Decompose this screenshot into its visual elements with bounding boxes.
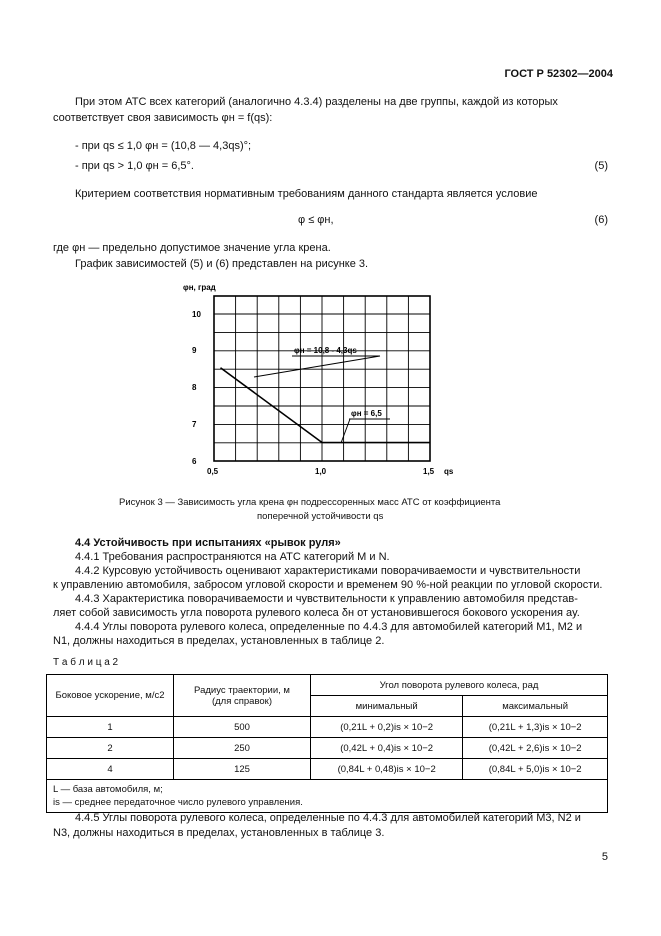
criterion-text: Критерием соответствия нормативным требованиям данного стандарта является условие: [75, 188, 538, 200]
y-tick-label: 8: [192, 383, 197, 392]
col-header-accel: Боковое ускорение, м/с2: [47, 675, 174, 717]
para-4-4-1: 4.4.1 Требования распространяются на АТС категорий М и N.: [75, 551, 390, 563]
annotation-2: φн = 6,5: [351, 409, 382, 418]
para-4-4-5b: N3, должны находиться в пределах, установленных в таблице 3.: [53, 827, 385, 839]
y-tick-label: 9: [192, 346, 197, 355]
annotation-leader-2: [341, 419, 350, 443]
col-header-angle: Угол поворота рулевого колеса, рад: [311, 675, 608, 696]
chart-ylabel: φн, град: [183, 283, 216, 292]
para-4-4-4a: 4.4.4 Углы поворота рулевого колеса, определенные по 4.4.3 для автомобилей категорий M1, M2 и: [75, 621, 583, 633]
annotation-leader-1: [254, 356, 380, 377]
section-heading: 4.4 Устойчивость при испытаниях «рывок руля»: [75, 537, 341, 549]
eq-number-5: (5): [594, 160, 608, 172]
table-2: [46, 674, 608, 813]
page-number: 5: [601, 851, 608, 863]
col-header-radius: Радиус траектории, м (для справок): [174, 675, 311, 717]
x-tick-label: 1,0: [315, 467, 327, 476]
where-text: где φн — предельно допустимое значение угла крена.: [53, 242, 331, 254]
graph-ref-text: График зависимостей (5) и (6) представлен на рисунке 3.: [75, 258, 369, 270]
eq-number-6: (6): [594, 214, 608, 226]
figure-caption-1: Рисунок 3 — Зависимость угла крена φн подрессоренных масс АТС от коэффициента: [119, 497, 501, 508]
figure-caption-2: поперечной устойчивости qs: [257, 511, 384, 522]
y-tick-label: 6: [192, 457, 197, 466]
col-header-min: минимальный: [311, 696, 463, 717]
x-tick-label: 1,5: [423, 467, 435, 476]
col-header-max: максимальный: [463, 696, 608, 717]
doc-id: ГОСТ Р 52302—2004: [504, 68, 613, 80]
table-note: L — база автомобиля, м; is — среднее передаточное число рулевого управления.: [47, 780, 608, 813]
table-row: 4 125 (0,84L + 0,48)is × 10−2 (0,84L + 5,0)is × 10−2: [47, 759, 608, 780]
table-row: 1 500 (0,21L + 0,2)is × 10−2 (0,21L + 1,3)is × 10−2: [47, 717, 608, 738]
para-4-4-2b: к управлению автомобиля, забросом угловой скорости и временем 90 %-ной реакции по угловой скорости.: [53, 579, 603, 591]
para-4-4-2a: 4.4.2 Курсовую устойчивость оценивают характеристиками поворачиваемости и чувствительности: [75, 565, 581, 577]
para-4-4-3a: 4.4.3 Характеристика поворачиваемости и чувствительности к управлению автомобиля представ-: [75, 593, 578, 605]
table-2-title: Т а б л и ц а 2: [53, 657, 119, 668]
figure-3-chart: [0, 276, 661, 476]
table-row: 2 250 (0,42L + 0,4)is × 10−2 (0,42L + 2,6)is × 10−2: [47, 738, 608, 759]
y-tick-label: 10: [192, 310, 201, 319]
formula-3: φ ≤ φн,: [298, 214, 334, 226]
intro-line-2: соответствует своя зависимость φн = f(qs):: [53, 112, 273, 124]
y-tick-label: 7: [192, 420, 197, 429]
chart-grid: [214, 296, 430, 461]
x-tick-label: 0,5: [207, 467, 219, 476]
para-4-4-4b: N1, должны находиться в пределах, установленных в таблице 2.: [53, 635, 385, 647]
para-4-4-5a: 4.4.5 Углы поворота рулевого колеса, определенные по 4.4.3 для автомобилей категорий M3, N2 и: [75, 812, 581, 824]
chart-xlabel: qs: [444, 467, 454, 476]
formula-1: - при qs ≤ 1,0 φн = (10,8 — 4,3qs)°;: [75, 140, 252, 152]
para-4-4-3b: ляет собой зависимость угла поворота рулевого колеса δн от установившегося бокового ускорения ay.: [53, 607, 580, 619]
annotation-1: φн = 10,8 - 4,3qs: [294, 346, 357, 355]
intro-line-1: При этом АТС всех категорий (аналогично 4.3.4) разделены на две группы, каждой из которых: [75, 96, 558, 108]
formula-2: - при qs > 1,0 φн = 6,5°.: [75, 160, 194, 172]
